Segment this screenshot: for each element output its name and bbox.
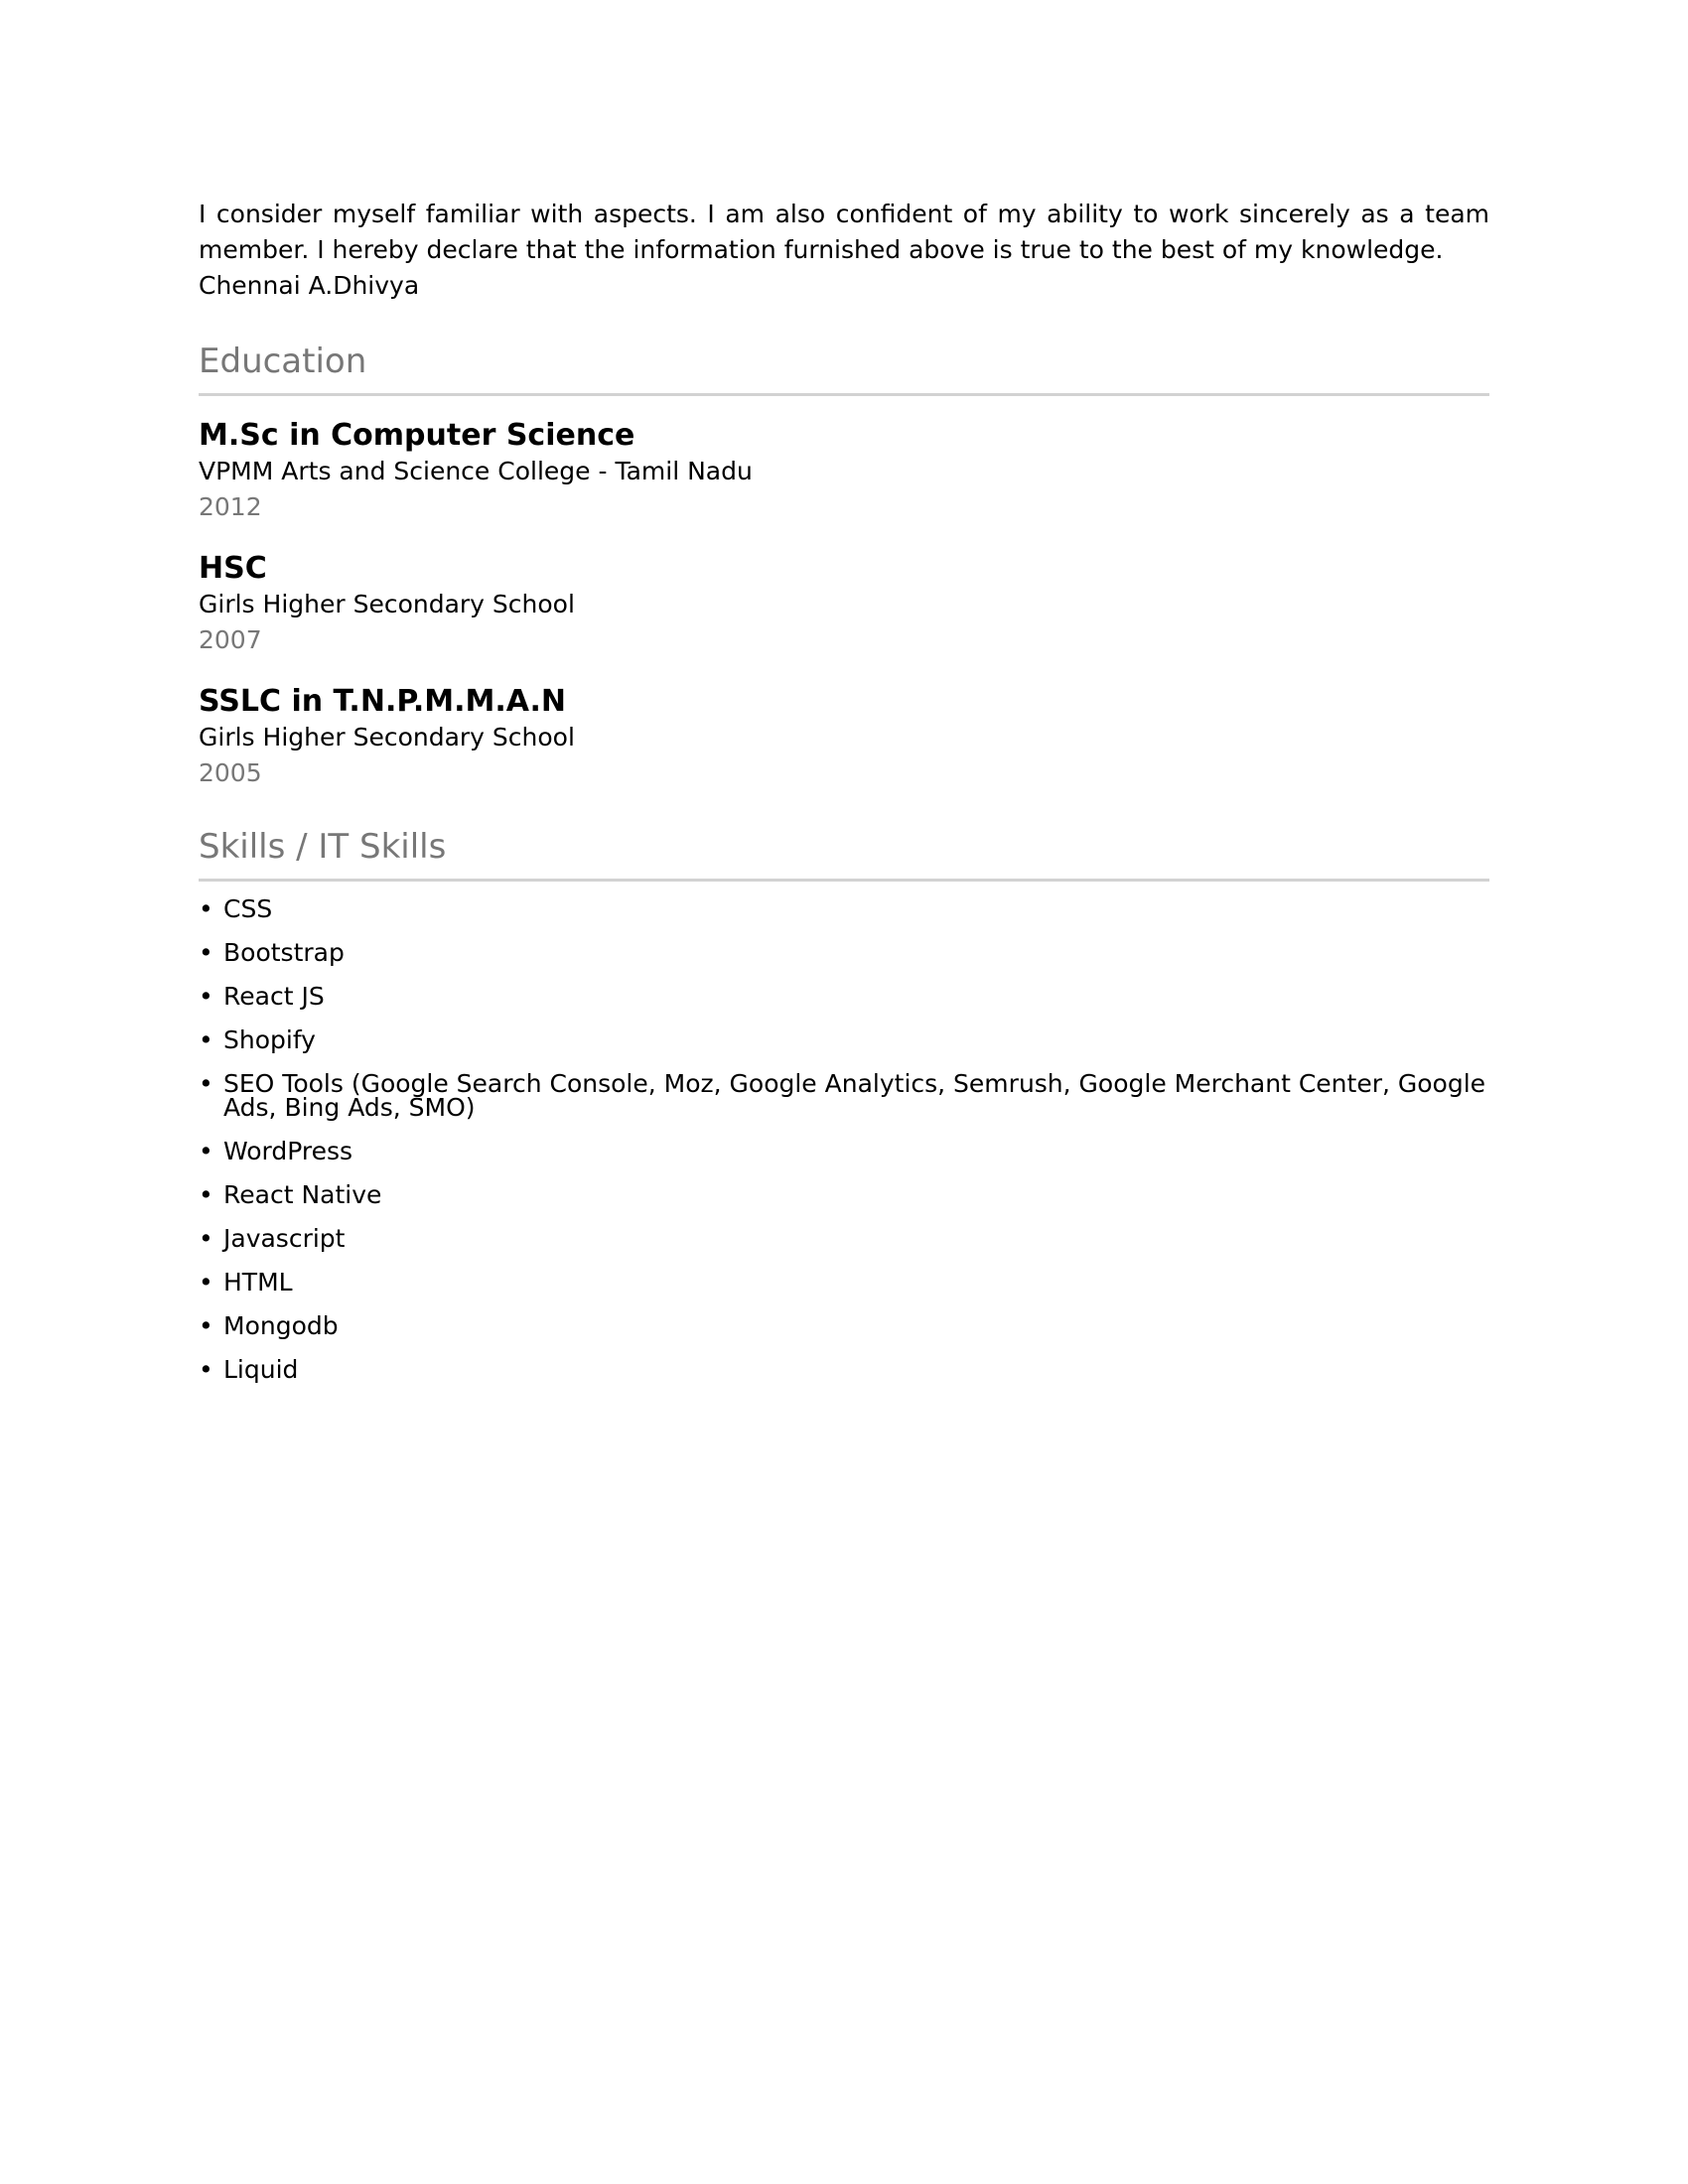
bullet-icon: •: [199, 982, 213, 1011]
skill-item: [199, 982, 1489, 1011]
skill-label: SEO Tools (Google Search Console, Moz, Google Analytics, Semrush, Google Merchant Center, Google Ads, Bing Ads, SMO): [223, 1069, 1486, 1122]
resume-content: [199, 197, 1489, 1402]
skill-label: Liquid: [223, 1355, 299, 1384]
bullet-icon: •: [199, 1180, 213, 1209]
bullet-icon: •: [199, 1137, 213, 1165]
education-school: Girls Higher Secondary School: [199, 723, 575, 751]
skill-item: [199, 938, 1489, 967]
skill-label: CSS: [223, 894, 273, 923]
bullet-icon: •: [199, 1069, 213, 1098]
education-degree: SSLC in T.N.P.M.M.A.N: [199, 684, 566, 719]
bullet-icon: •: [199, 894, 213, 923]
skills-section: [199, 827, 1489, 1382]
skill-item: [199, 1137, 1489, 1165]
skills-list: [199, 894, 1489, 1384]
skill-item: [199, 1069, 1489, 1122]
bullet-icon: •: [199, 1355, 213, 1384]
skill-item: [199, 1268, 1489, 1297]
skill-label: Bootstrap: [223, 938, 345, 967]
skill-item: [199, 1025, 1489, 1054]
skill-label: WordPress: [223, 1137, 353, 1165]
bullet-icon: •: [199, 1311, 213, 1340]
skill-label: React JS: [223, 982, 325, 1011]
skill-label: React Native: [223, 1180, 382, 1209]
bullet-icon: •: [199, 1268, 213, 1297]
bullet-icon: •: [199, 938, 213, 967]
education-school: Girls Higher Secondary School: [199, 590, 575, 618]
education-degree: HSC: [199, 551, 267, 586]
skill-label: Shopify: [223, 1025, 316, 1054]
education-year: 2007: [199, 625, 262, 654]
bullet-icon: •: [199, 1224, 213, 1253]
skill-label: Javascript: [223, 1224, 346, 1253]
skill-label: Mongodb: [223, 1311, 339, 1340]
education-school: VPMM Arts and Science College - Tamil Nadu: [199, 457, 753, 485]
skill-item: [199, 1355, 1489, 1384]
education-item: [199, 418, 1489, 525]
skill-item: [199, 1224, 1489, 1253]
education-year: 2012: [199, 492, 262, 521]
education-section: [199, 341, 1489, 791]
education-item: [199, 551, 1489, 658]
skill-item: [199, 1180, 1489, 1209]
signature-line: Chennai A.Dhivya: [199, 271, 420, 300]
skills-heading: Skills / IT Skills: [199, 827, 1489, 882]
education-degree: M.Sc in Computer Science: [199, 418, 635, 453]
skill-item: [199, 894, 1489, 923]
education-heading: Education: [199, 341, 1489, 396]
bullet-icon: •: [199, 1025, 213, 1054]
skill-item: [199, 1311, 1489, 1340]
education-year: 2005: [199, 758, 262, 787]
skill-label: HTML: [223, 1268, 293, 1297]
education-list: [199, 418, 1489, 791]
education-item: [199, 684, 1489, 791]
declaration-paragraph: I consider myself familiar with aspects. I am also confident of my ability to work sincerely as a team member. I hereby declare that the information furnished above is true to the best of my knowledge.: [199, 200, 1489, 264]
